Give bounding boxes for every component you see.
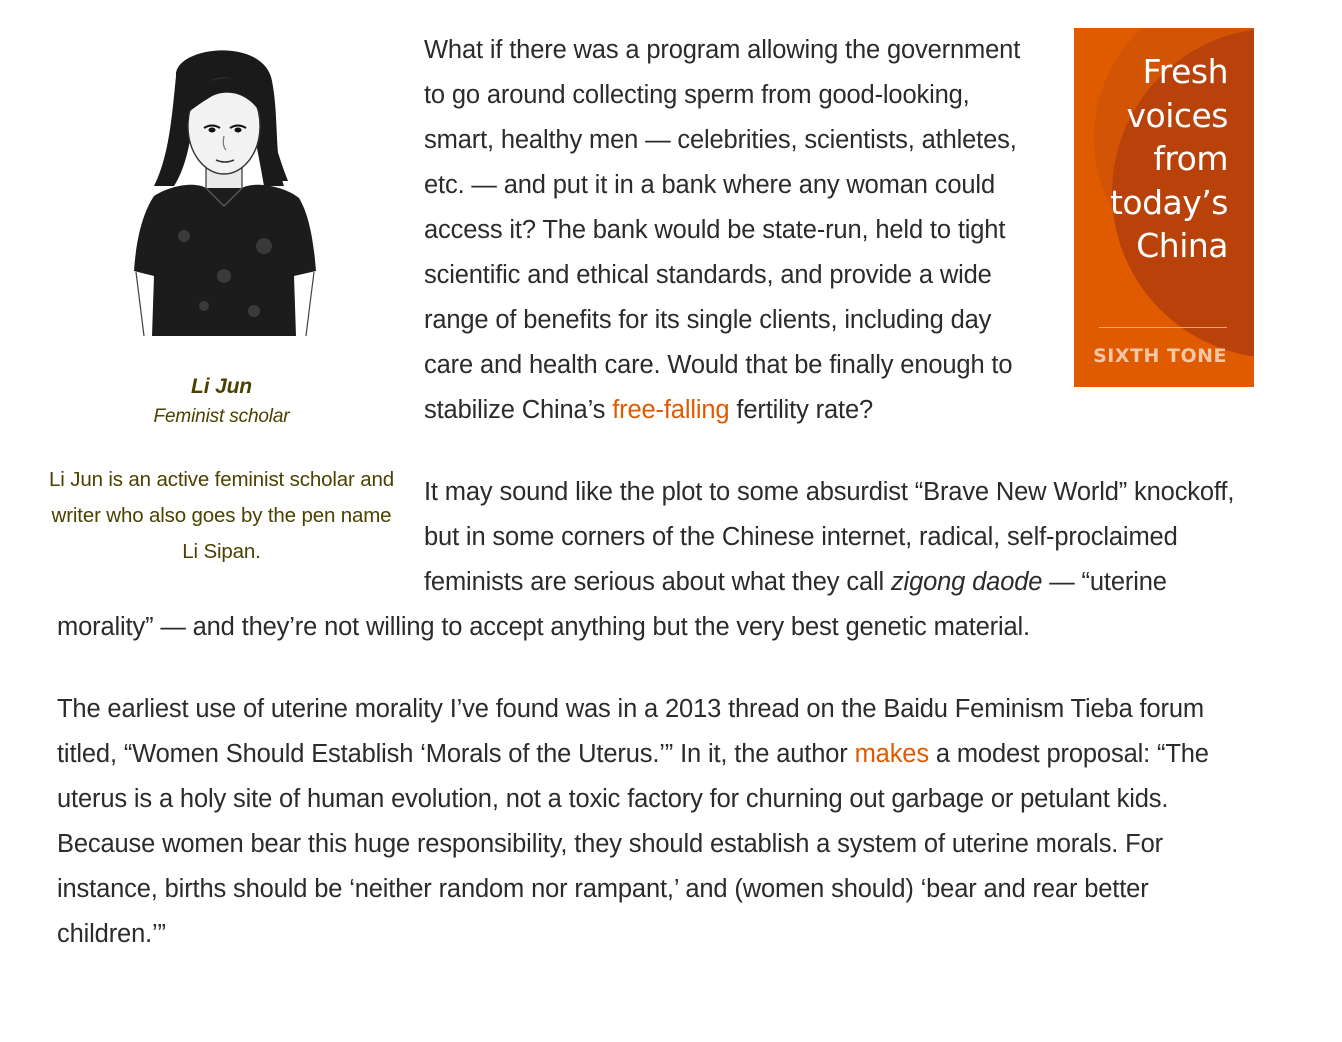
promo-headline: Fresh voices from today’s China — [1109, 52, 1228, 265]
author-bio: Li Jun is an active feminist scholar and writer who also goes by the pen name Li Sipan. — [49, 468, 394, 563]
zigong-daode-term: zigong daode — [890, 568, 1043, 596]
free-falling-link[interactable]: free-falling — [612, 396, 730, 424]
author-portrait-illustration — [114, 36, 329, 336]
paragraph-2-text: It may sound like the plot to some absurdist “Brave New World” knockoff, but in some corners of the Chinese internet, radical, self-proclaimed feminists are serious about what they call — [424, 478, 1235, 596]
paragraph-3-text-end: a modest proposal: “The uterus is a holy site of human evolution, not a toxic factory for churning out garbage or petulant kids. Because women bear this huge responsibility, they should establish a system of uterine morals. For instance, births should be ‘neither random nor rampant,’ and (women should) ‘bear and rear better children.’” — [57, 740, 1209, 948]
sixth-tone-promo-banner[interactable] — [1074, 28, 1254, 387]
paragraph-1-text: What if there was a program allowing the government to go around collecting sperm from good-looking, smart, healthy men — celebrities, scientists, athletes, etc. — and put it in a bank where any woman could access it? The bank would be state-run, held to tight scientific and ethical standards, and provide a wide range of benefits for its single clients, including day care and health care. Would that be finally enough to stabilize China’s — [424, 36, 1021, 424]
paragraph-1-text-end: fertility rate? — [729, 396, 874, 424]
paragraph-3-text: The earliest use of uterine morality I’ve found was in a 2013 thread on the Baidu Feminism Tieba forum titled, “Women Should Establish ‘Morals of the Uterus.’” In it, the author — [57, 695, 1204, 768]
author-profile — [49, 28, 394, 570]
paragraph-3 — [57, 687, 1257, 957]
paragraph-2-text-end: — “uterine morality” — and they’re not willing to accept anything but the very best genetic material. — [57, 568, 1167, 641]
promo-divider — [1099, 327, 1227, 328]
author-role: Feminist scholar — [153, 406, 290, 427]
promo-brand-logo: SIXTH TONE — [1093, 345, 1227, 367]
author-name: Li Jun — [191, 375, 252, 398]
article-body — [49, 28, 1257, 994]
makes-link[interactable]: makes — [854, 740, 929, 768]
